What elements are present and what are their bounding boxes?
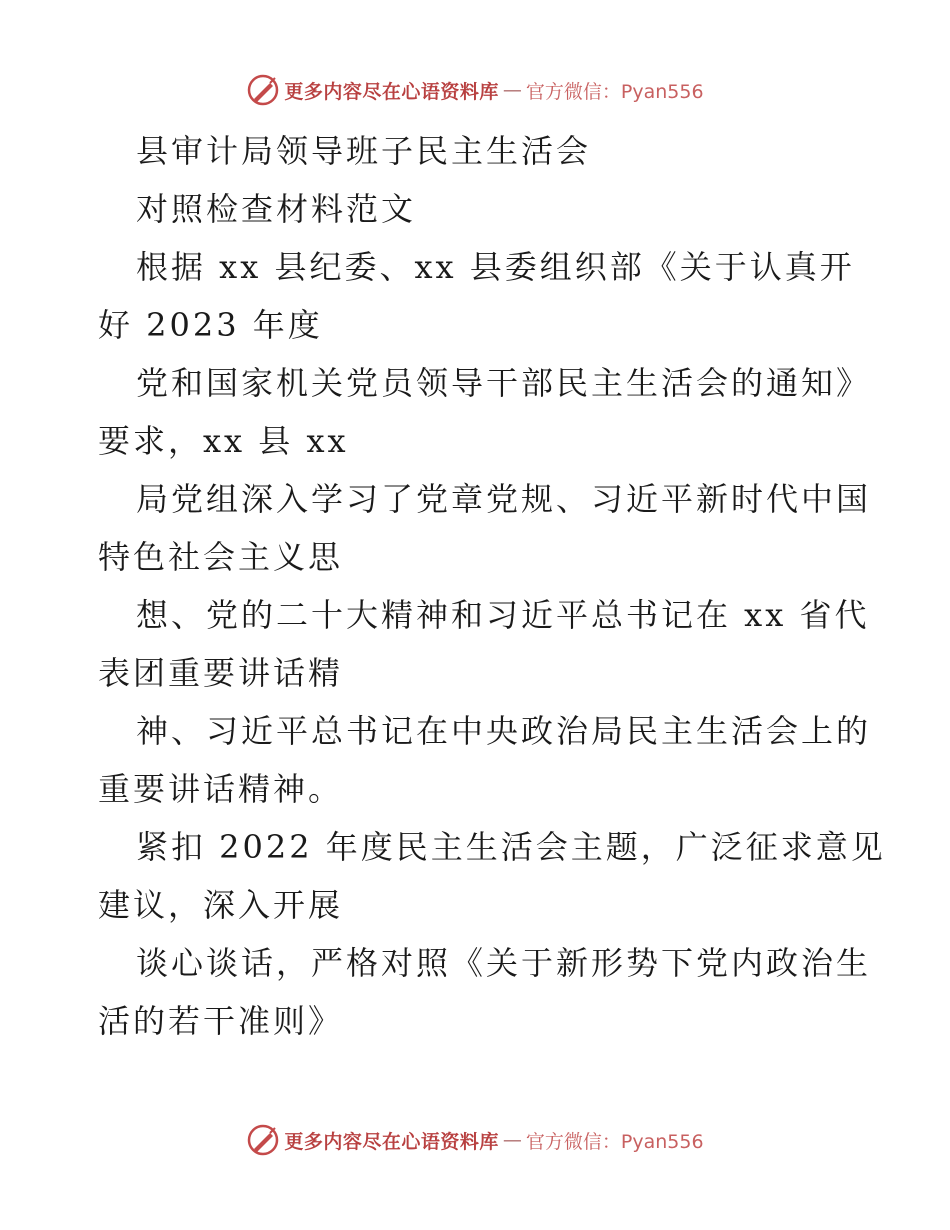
document-line: 建议，深入开展 [98,886,344,924]
document-line: 县审计局领导班子民主生活会 [136,132,592,170]
document-line: 神、习近平总书记在中央政治局民主生活会上的 [136,712,872,750]
watermark-separator: — [502,1129,522,1151]
document-line: 想、党的二十大精神和习近平总书记在 xx 省代 [136,596,870,634]
document-line: 要求，xx 县 xx [98,422,349,460]
document-line: 表团重要讲话精 [98,654,344,692]
watermark-text: 更多内容尽在心语资料库 [284,1130,499,1153]
watermark-separator: — [502,79,522,101]
document-line: 重要讲话精神。 [98,770,344,808]
quill-logo-icon [246,1123,280,1157]
document-line: 好 2023 年度 [98,306,323,344]
document-line: 谈心谈话，严格对照《关于新形势下党内政治生 [136,944,872,982]
document-line: 根据 xx 县纪委、xx 县委组织部《关于认真开 [136,248,855,286]
header-watermark [0,70,950,110]
document-line: 紧扣 2022 年度民主生活会主题，广泛征求意见 [136,828,886,866]
footer-watermark [0,1120,950,1160]
document-line: 特色社会主义思 [98,538,344,576]
watermark-text: 更多内容尽在心语资料库 [284,80,499,103]
document-line: 局党组深入学习了党章党规、习近平新时代中国 [136,480,872,518]
quill-logo-icon [246,73,280,107]
document-line: 活的若干准则》 [98,1002,344,1040]
document-body [98,122,886,1050]
document-line: 对照检查材料范文 [136,190,417,228]
watermark-contact: 官方微信：Pyan556 [525,1130,704,1153]
watermark-contact: 官方微信：Pyan556 [525,80,704,103]
document-line: 党和国家机关党员领导干部民主生活会的通知》 [136,364,872,402]
